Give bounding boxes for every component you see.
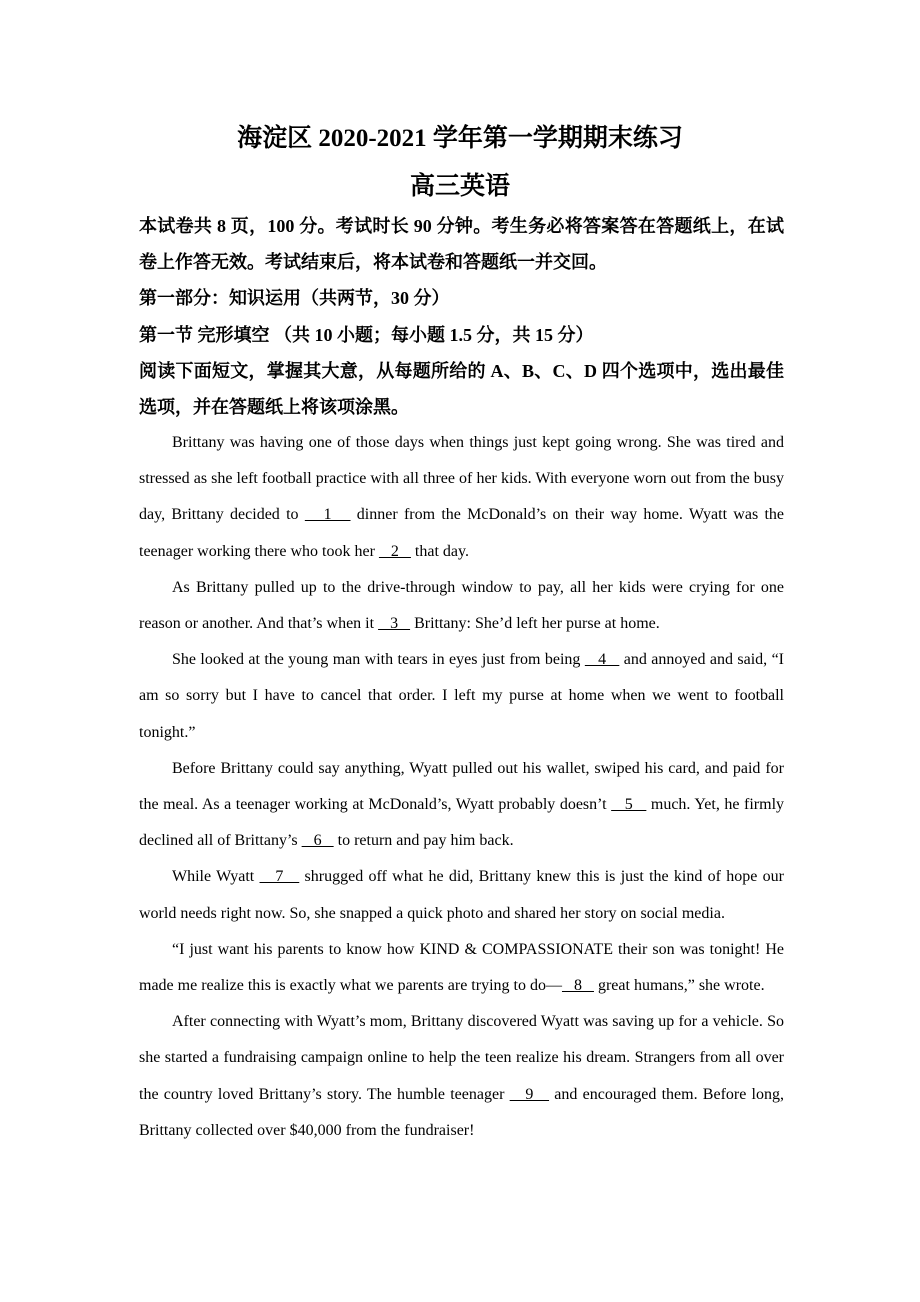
blank-6: 6 bbox=[301, 832, 334, 850]
instruction-section-heading: 第一节 完形填空 （共 10 小题；每小题 1.5 分，共 15 分） bbox=[139, 324, 594, 345]
passage-text: As Brittany pulled up to the drive-through window to pay, all her kids were crying for one reason or another. And that’s when it bbox=[139, 578, 784, 633]
passage-paragraph bbox=[139, 570, 784, 642]
blank-9: 9 bbox=[509, 1085, 550, 1103]
passage-text: dinner from the McDonald’s on their way home. Wyatt was the teenager working there who took her bbox=[139, 506, 785, 560]
passage-paragraph bbox=[139, 859, 784, 931]
cloze-passage bbox=[139, 425, 784, 1149]
passage-text: After connecting with Wyatt’s mom, Brittany discovered Wyatt was saving up for a vehicle. So she started a fundraising campaign online to help the teen realize his dream. Strangers from all over the country loved Brittany’s story. The humble teenager bbox=[139, 1013, 784, 1103]
passage-text: much. Yet, he firmly declined all of Brittany’s bbox=[139, 796, 785, 850]
passage-text: Brittany was having one of those days when things just kept going wrong. She was tired and stressed as she left football practice with all three of her kids. With everyone worn out from the busy day, Brittany decided to bbox=[139, 434, 784, 524]
blank-5: 5 bbox=[611, 796, 647, 814]
passage-text: She looked at the young man with tears in eyes just from being bbox=[172, 651, 585, 669]
document-subtitle: 高三英语 bbox=[409, 173, 510, 200]
exam-instructions bbox=[139, 208, 784, 425]
blank-1: 1 bbox=[304, 506, 351, 524]
passage-text: “I just want his parents to know how KIND & COMPASSIONATE their son was tonight! He made me realize this is exactly what we parents are trying to do— bbox=[139, 940, 784, 995]
passage-text: shrugged off what he did, Brittany knew this is just the kind of hope our world needs right now. So, she snapped a quick photo and shared her story on social media. bbox=[139, 868, 785, 922]
blank-8: 8 bbox=[561, 977, 594, 995]
blank-2: 2 bbox=[378, 542, 411, 560]
passage-text: While Wyatt bbox=[172, 868, 260, 886]
instruction-general: 本试卷共 8 页，100 分。考试时长 90 分钟。考生务必将答案答在答题纸上，在试卷上作答无效。考试结束后，将本试卷和答题纸一并交回。 bbox=[139, 216, 784, 273]
blank-7: 7 bbox=[259, 868, 300, 886]
instruction-directions: 阅读下面短文，掌握其大意，从每题所给的 A、B、C、D 四个选项中，选出最佳选项，并在答题纸上将该项涂黑。 bbox=[139, 360, 784, 418]
passage-paragraph bbox=[139, 1004, 784, 1149]
passage-paragraph bbox=[139, 642, 784, 751]
passage-text: to return and pay him back. bbox=[333, 832, 514, 850]
passage-text: great humans,” she wrote. bbox=[593, 977, 765, 995]
blank-3: 3 bbox=[378, 615, 411, 633]
passage-text: and encouraged them. Before long, Brittany collected over $40,000 from the fundraiser! bbox=[139, 1085, 785, 1139]
passage-paragraph bbox=[139, 751, 784, 860]
passage-text: Before Brittany could say anything, Wyatt pulled out his wallet, swiped his card, and paid for the meal. As a teenager working at McDonald’s, Wyatt probably doesn’t bbox=[139, 759, 784, 814]
passage-paragraph bbox=[139, 425, 784, 570]
passage-text: Brittany: She’d left her purse at home. bbox=[410, 615, 660, 633]
blank-4: 4 bbox=[584, 651, 620, 669]
instruction-part-heading: 第一部分：知识运用（共两节，30 分） bbox=[139, 288, 450, 309]
passage-paragraph bbox=[139, 932, 784, 1004]
passage-text: and annoyed and said, “I am so sorry but I have to cancel that order. I left my purse at home when we went to football tonight.” bbox=[139, 651, 785, 741]
passage-text: that day. bbox=[410, 542, 469, 560]
document-title: 海淀区 2020-2021 学年第一学期期末练习 bbox=[237, 125, 683, 152]
